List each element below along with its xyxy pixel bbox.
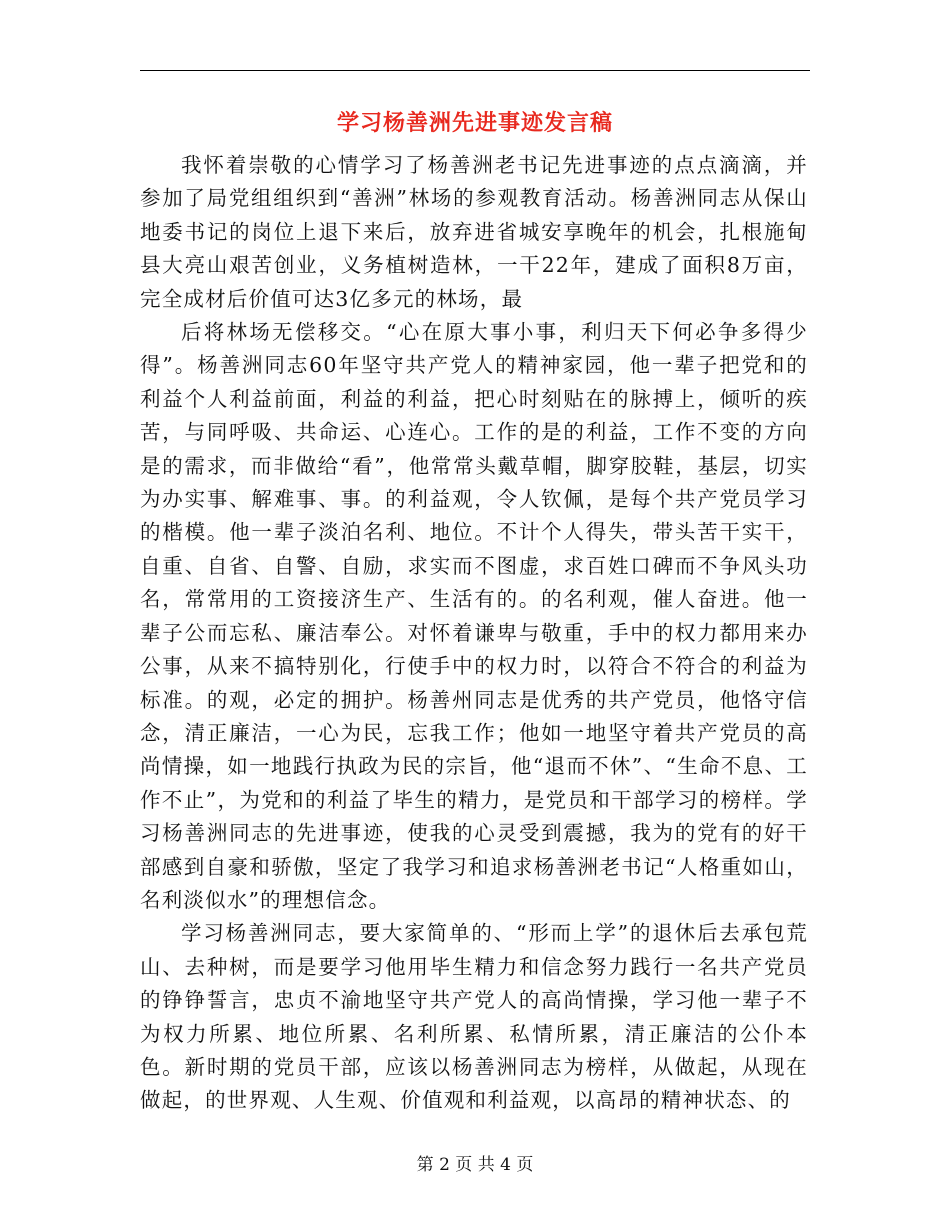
page-footer <box>0 1153 950 1177</box>
page-label-prefix: 第 <box>416 1155 434 1175</box>
paragraph-3: 学习杨善洲同志，要大家简单的、“形而上学”的退休后去承包荒山、去种树，而是要学习他用毕生精力和信念努力践行一名共产党员的铮铮誓言，忠贞不渝地坚守共产党人的高尚情操，学习他一辈子不为权力所累、地位所累、名利所累、私情所累，清正廉洁的公仆本色。新时期的党员干部，应该以杨善洲同志为榜样，从做起，从现在做起，的世界观、人生观、价值观和利益观，以高昂的精神状态、的 <box>140 921 808 1113</box>
current-page-number: 2 <box>439 1155 450 1175</box>
page-label-mid: 页 共 <box>455 1155 495 1175</box>
document-title: 学习杨善洲先进事迹发言稿 <box>336 110 613 136</box>
document-body <box>140 149 808 1118</box>
paragraph-2: 后将林场无偿移交。“心在原大事小事，利归天下何必争多得少得”。杨善洲同志60年坚守共产党人的精神家园，他一辈子把党和的利益个人利益前面，利益的利益，把心时刻贴在的脉搏上，倾听的疾苦，与同呼吸、共命运、心连心。工作的是的利益，工作不变的方向是的需求，而非做给“看”，他常常头戴草帽，脚穿胶鞋，基层，切实为办实事、解难事、事。的利益观，令人钦佩，是每个共产党员学习的楷模。他一辈子淡泊名利、地位。不计个人得失，带头苦干实干，自重、自省、自警、自励，求实而不图虚，求百姓口碑而不争风头功名，常常用的工资接济生产、生活有的。的名利观，催人奋进。他一辈子公而忘私、廉洁奉公。对怀着谦卑与敬重，手中的权力都用来办公事，从来不搞特别化，行使手中的权力时，以符合不符合的利益为标准。的观，必定的拥护。杨善州同志是优秀的共产党员，他恪守信念，清正廉洁，一心为民，忘我工作；他如一地坚守着共产党员的高尚情操，如一地践行执政为民的宗旨，他“退而不休”、“生命不息、工作不止”，为党和的利益了毕生的精力，是党员和干部学习的榜样。学习杨善洲同志的先进事迹，使我的心灵受到震撼，我为的党有的好干部感到自豪和骄傲，坚定了我学习和追求杨善洲老书记“人格重如山，名利淡似水”的理想信念。 <box>140 320 808 912</box>
paragraph-1: 我怀着崇敬的心情学习了杨善洲老书记先进事迹的点点滴滴，并参加了局党组组织到“善洲”林场的参观教育活动。杨善洲同志从保山地委书记的岗位上退下来后，放弃进省城安享晚年的机会，扎根施甸县大亮山艰苦创业，义务植树造林，一干22年，建成了面积8万亩，完全成材后价值可达3亿多元的林场，最 <box>140 153 808 311</box>
total-pages-number: 4 <box>500 1155 511 1175</box>
page-label-suffix: 页 <box>516 1155 534 1175</box>
header-rule <box>140 70 810 71</box>
